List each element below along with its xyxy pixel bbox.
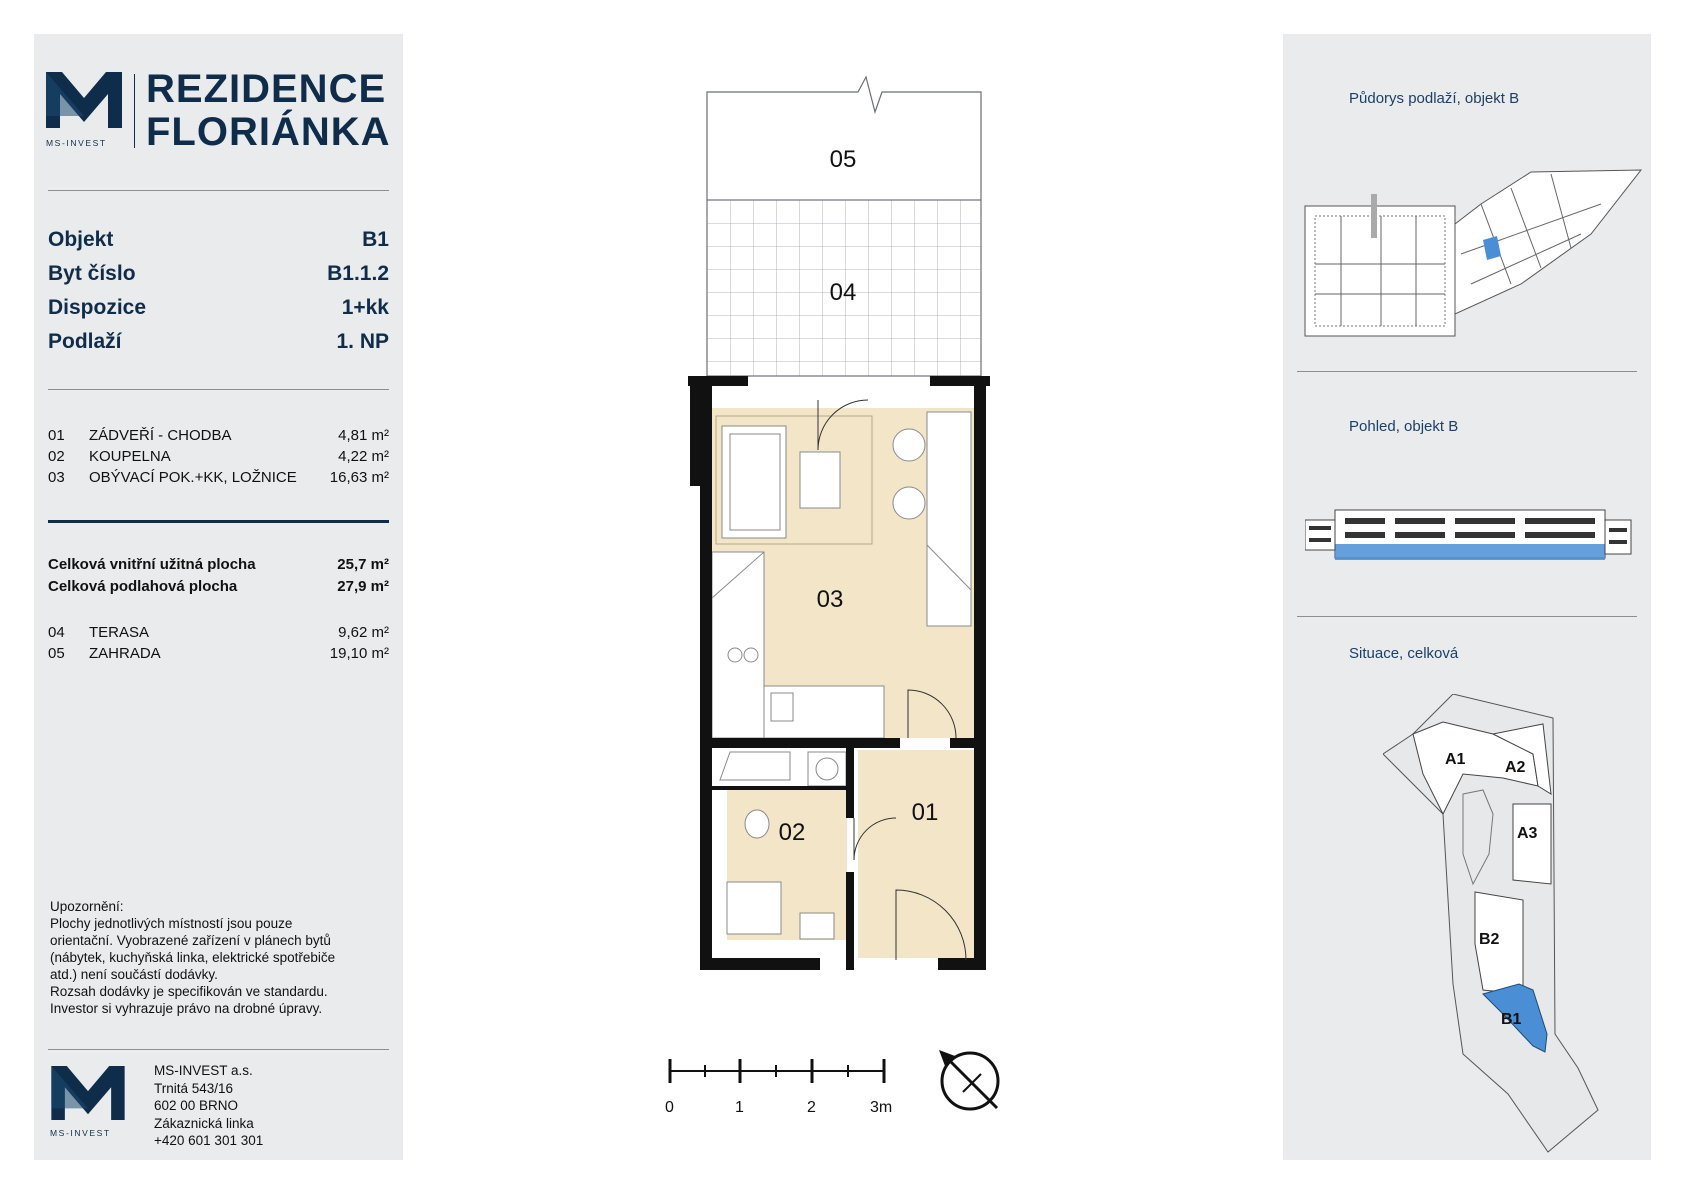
site-label-A2: A2 bbox=[1505, 759, 1526, 776]
company-line: Zákaznická linka bbox=[154, 1115, 254, 1131]
room-name: KOUPELNA bbox=[89, 448, 171, 465]
total-label: Celková vnitřní užitná plocha bbox=[48, 556, 256, 573]
label-02: 02 bbox=[778, 819, 806, 846]
divider bbox=[48, 389, 389, 390]
site-label-A3: A3 bbox=[1517, 825, 1538, 842]
context-panel bbox=[1283, 34, 1651, 1160]
outdoor-no: 04 bbox=[48, 624, 65, 641]
building-A3 bbox=[1513, 804, 1551, 884]
notice-line: Plochy jednotlivých místností jsou pouze bbox=[50, 916, 293, 931]
outdoor-name: TERASA bbox=[89, 624, 150, 641]
brand-line1: REZIDENCE bbox=[146, 67, 387, 111]
scale-tick-label: 0 bbox=[665, 1099, 674, 1116]
logo-divider bbox=[134, 74, 135, 148]
washing-machine bbox=[808, 752, 846, 786]
label-05: 05 bbox=[829, 146, 857, 173]
outdoor-area: 19,10 m² bbox=[329, 645, 389, 662]
sink bbox=[800, 913, 834, 939]
table bbox=[800, 452, 840, 508]
total-label: Celková podlahová plocha bbox=[48, 578, 238, 595]
stool bbox=[893, 487, 925, 519]
room-no: 01 bbox=[48, 427, 65, 444]
highlighted-floor bbox=[1335, 544, 1605, 560]
scale-tick-label: 3m bbox=[870, 1099, 893, 1116]
room-no: 02 bbox=[48, 448, 65, 465]
ms-invest-logo-icon bbox=[50, 1066, 126, 1120]
shower bbox=[727, 882, 781, 934]
room-name: OBÝVACÍ POK.+KK, LOŽNICE bbox=[89, 469, 297, 486]
info-label-podlazi: Podlaží bbox=[48, 330, 122, 353]
outdoor-no: 05 bbox=[48, 645, 65, 662]
room-name: ZÁDVEŘÍ - CHODBA bbox=[89, 427, 232, 444]
brand-line2: FLORIÁNKA bbox=[146, 110, 391, 154]
room-area: 4,22 m² bbox=[338, 448, 389, 465]
scale-tick-label: 2 bbox=[807, 1099, 816, 1116]
wardrobe bbox=[927, 412, 971, 626]
outdoor-area: 9,62 m² bbox=[338, 624, 389, 641]
info-value-byt: B1.1.2 bbox=[327, 262, 389, 285]
company-line: 602 00 BRNO bbox=[154, 1098, 239, 1113]
info-value-dispozice: 1+kk bbox=[341, 296, 389, 319]
company-line: Trnitá 543/16 bbox=[154, 1080, 234, 1096]
room-no: 03 bbox=[48, 469, 65, 486]
thick-divider bbox=[48, 520, 389, 523]
site-label-B1: B1 bbox=[1501, 1011, 1522, 1028]
view-title: Pohled, objekt B bbox=[1349, 418, 1459, 435]
divider bbox=[1297, 616, 1637, 617]
site-plan bbox=[1383, 694, 1613, 1164]
site-label-B2: B2 bbox=[1479, 931, 1500, 948]
company-address bbox=[154, 1062, 263, 1150]
company-line: MS-INVEST a.s. bbox=[154, 1063, 253, 1078]
notice-title: Upozornění: bbox=[50, 899, 124, 914]
total-value: 27,9 m² bbox=[337, 578, 389, 595]
kitchen-counter bbox=[712, 552, 764, 738]
room-area: 4,81 m² bbox=[338, 427, 389, 444]
site-title: Situace, celková bbox=[1349, 645, 1459, 662]
sofa bbox=[722, 426, 786, 538]
total-value: 25,7 m² bbox=[337, 556, 389, 573]
notice-line: atd.) není součástí dodávky. bbox=[50, 967, 218, 982]
notice-line: Investor si vyhrazuje právo na drobné úpravy. bbox=[50, 1001, 323, 1016]
notice-line: orientační. Vyobrazené zařízení v plánech bytů bbox=[50, 933, 331, 948]
room-01-floor bbox=[858, 750, 974, 958]
label-01: 01 bbox=[911, 799, 939, 826]
notice-line: (nábytek, kuchyňská linka, elektrické spotřebiče bbox=[50, 950, 336, 965]
outdoor-name: ZAHRADA bbox=[89, 645, 161, 662]
info-value-podlazi: 1. NP bbox=[336, 330, 389, 353]
notice-line: Rozsah dodávky je specifikován ve standardu. bbox=[50, 984, 328, 999]
building-elevation bbox=[1305, 504, 1635, 570]
floor-overview-map bbox=[1301, 164, 1643, 344]
floor-plan bbox=[660, 70, 1020, 1160]
divider bbox=[1297, 371, 1637, 372]
divider bbox=[48, 1049, 389, 1050]
company-line: +420 601 301 301 bbox=[154, 1133, 264, 1148]
scale-tick-label: 1 bbox=[735, 1099, 744, 1116]
info-label-objekt: Objekt bbox=[48, 228, 114, 251]
info-label-byt: Byt číslo bbox=[48, 262, 136, 285]
info-panel bbox=[34, 34, 403, 1160]
site-label-A1: A1 bbox=[1445, 751, 1466, 768]
room-area: 16,63 m² bbox=[329, 469, 389, 486]
garden-area bbox=[707, 77, 981, 200]
logo-subtitle: MS-INVEST bbox=[46, 138, 107, 148]
toilet bbox=[745, 810, 769, 838]
label-03: 03 bbox=[816, 586, 844, 613]
stool bbox=[893, 429, 925, 461]
floor-plan-title: Půdorys podlaží, objekt B bbox=[1349, 90, 1520, 107]
info-label-dispozice: Dispozice bbox=[48, 296, 147, 319]
info-value-objekt: B1 bbox=[362, 228, 389, 251]
divider bbox=[48, 190, 389, 191]
scale-bar bbox=[664, 1055, 894, 1095]
ms-invest-logo-icon bbox=[46, 72, 122, 128]
label-04: 04 bbox=[829, 279, 857, 306]
north-arrow-icon bbox=[937, 1048, 1003, 1114]
logo-subtitle: MS-INVEST bbox=[50, 1128, 111, 1138]
kitchen-counter bbox=[764, 686, 884, 738]
notice bbox=[50, 898, 395, 1017]
